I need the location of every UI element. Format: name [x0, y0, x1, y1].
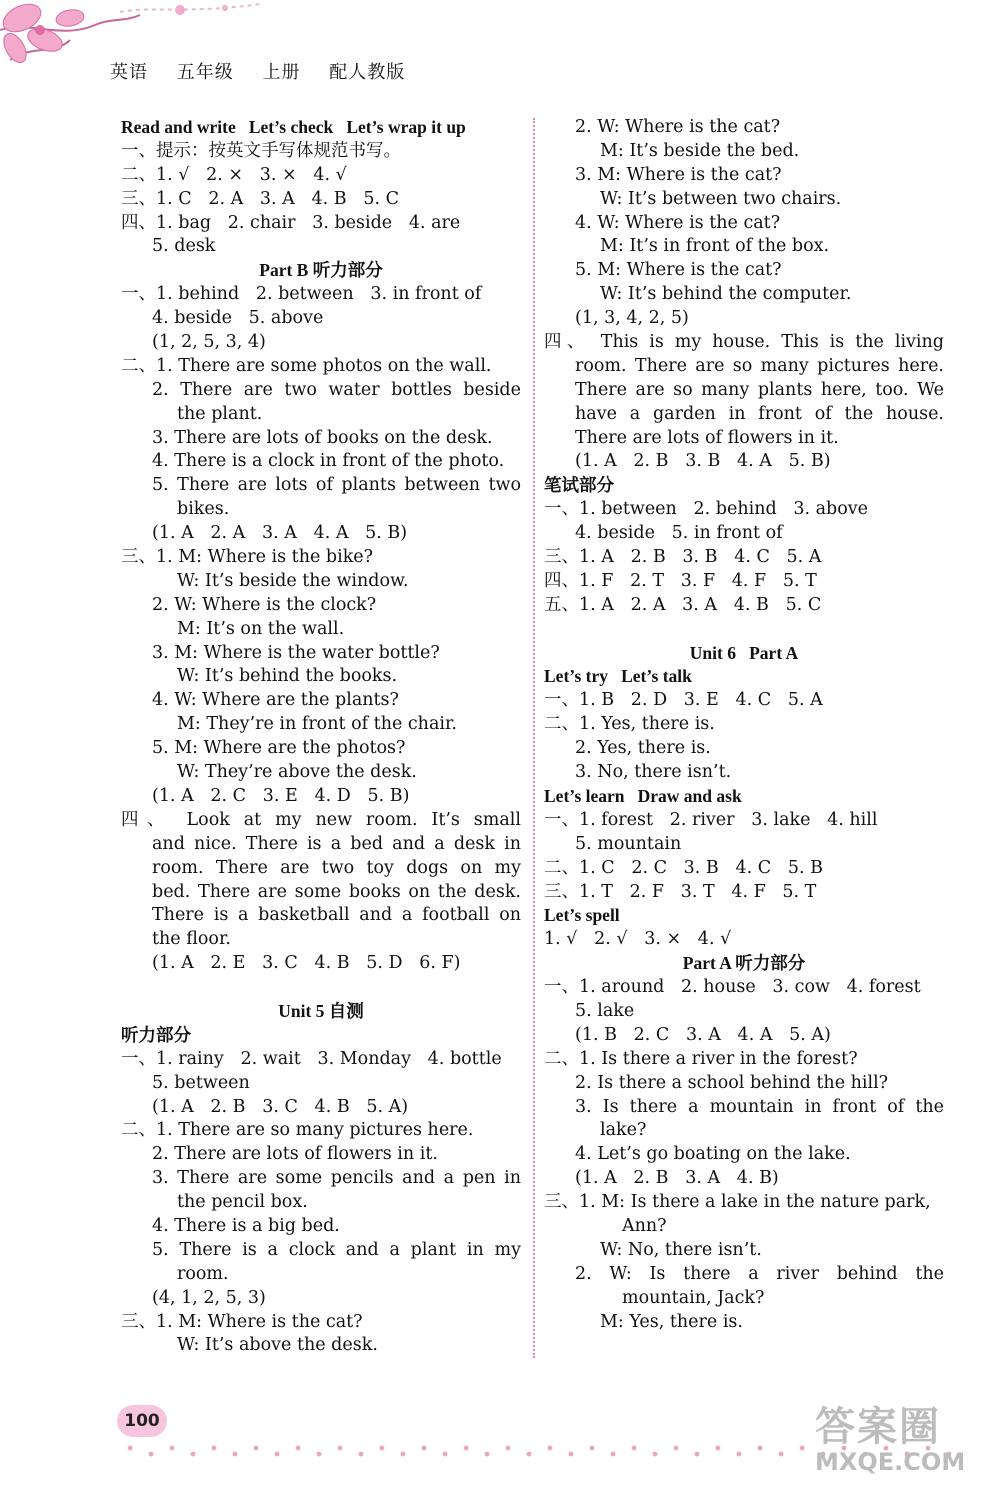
answer-line: 二、1. C 2. C 3. B 4. C 5. B	[544, 857, 823, 878]
answer-line: 二、1. There are so many pictures here.	[121, 1120, 474, 1141]
answer-line: the plant.	[177, 403, 263, 424]
answer-line: (1, 3, 4, 2, 5)	[575, 308, 689, 329]
section-heading: 笔试部分	[544, 475, 614, 496]
answer-line: 四、1. bag 2. chair 3. beside 4. are	[121, 212, 461, 233]
answer-line: (1. A 2. E 3. C 4. B 5. D 6. F)	[152, 953, 461, 974]
decor-dot	[212, 1446, 217, 1451]
answer-line: 一、1. rainy 2. wait 3. Monday 4. bottle	[121, 1048, 502, 1069]
section-heading: Let’s learn Draw and ask	[544, 785, 742, 806]
header-volume: 上册	[262, 62, 301, 83]
answer-line: 2. W: Is there a river behind the	[575, 1263, 944, 1284]
decor-dot	[149, 1452, 154, 1457]
decor-dot	[716, 1446, 721, 1451]
answer-line: 4. There is a big bed.	[152, 1215, 340, 1236]
section-heading: 听力部分	[121, 1024, 191, 1045]
answer-line: lake?	[600, 1120, 647, 1141]
watermark-url: MXQE.COM	[815, 1448, 966, 1476]
answer-line: room. There are two toy dogs on my	[152, 857, 521, 878]
answer-line: M: It’s on the wall.	[177, 618, 345, 639]
answer-line: 三、1. M: Where is the bike?	[121, 547, 374, 568]
answer-line: 5. M: Where is the cat?	[575, 260, 782, 281]
answer-line: 2. There are lots of flowers in it.	[152, 1144, 438, 1165]
answer-line: room. There are so many pictures here.	[575, 355, 944, 376]
answer-line: 一、提示：按英文手写体规范书写。	[121, 140, 401, 161]
section-heading: Let’s try Let’s talk	[544, 666, 692, 687]
answer-line: mountain, Jack?	[622, 1287, 765, 1308]
answer-line: (1. A 2. B 3. B 4. A 5. B)	[575, 451, 831, 472]
section-heading: Unit 5 自测	[278, 1000, 364, 1021]
section-heading: Part B 听力部分	[259, 260, 383, 281]
answer-line: 一、1. between 2. behind 3. above	[544, 499, 869, 520]
section-heading: Let’s spell	[544, 905, 620, 926]
answer-line: W: It’s behind the books.	[177, 666, 398, 687]
answer-line: have a garden in front of the house.	[575, 403, 944, 424]
answer-line: (1. A 2. C 3. E 4. D 5. B)	[152, 785, 410, 806]
decor-dot	[737, 1452, 742, 1457]
answer-line: 五、1. A 2. A 3. A 4. B 5. C	[544, 594, 822, 615]
answer-line: 5. mountain	[575, 833, 682, 854]
answer-line: 3. Is there a mountain in front of the	[575, 1096, 944, 1117]
decor-dot	[779, 1452, 784, 1457]
answer-line: 一、1. B 2. D 3. E 4. C 5. A	[544, 690, 823, 711]
decor-dot	[296, 1446, 301, 1451]
answer-line: (1, 2, 5, 3, 4)	[152, 332, 266, 353]
answer-line: W: It’s beside the window.	[177, 570, 409, 591]
answer-line: 二、1. √ 2. × 3. × 4. √	[121, 164, 347, 185]
decor-dot	[632, 1446, 637, 1451]
decor-dot	[170, 1446, 175, 1451]
left-column	[121, 116, 521, 1358]
answer-line: the floor.	[152, 929, 231, 950]
header-grade: 五年级	[176, 62, 234, 83]
answer-line: 5. between	[152, 1072, 250, 1093]
decor-dot	[233, 1452, 238, 1457]
header-subject: 英语	[110, 62, 148, 83]
spacer	[121, 976, 521, 1000]
answer-line: 3. There are some pencils and a pen in	[152, 1168, 521, 1189]
page-number: 100	[117, 1405, 167, 1437]
answer-line: W: It’s above the desk.	[177, 1335, 378, 1356]
decor-dot	[485, 1452, 490, 1457]
decor-dot	[380, 1446, 385, 1451]
answer-line: 三、1. T 2. F 3. T 4. F 5. T	[544, 881, 817, 902]
section-heading: Read and write Let’s check Let’s wrap it up	[121, 117, 466, 137]
decor-dot	[191, 1452, 196, 1457]
decor-dot	[548, 1446, 553, 1451]
decor-dot	[443, 1452, 448, 1457]
answer-line: W: It’s between two chairs.	[600, 188, 842, 209]
answer-line: and nice. There is a bed and a desk in	[152, 833, 521, 854]
right-column	[544, 116, 944, 1334]
answer-line: (1. A 2. A 3. A 4. A 5. B)	[152, 523, 408, 544]
answer-line: W: It’s behind the computer.	[600, 284, 852, 305]
answer-line: (1. A 2. B 3. C 4. B 5. A)	[152, 1096, 409, 1117]
answer-line: 5. M: Where are the photos?	[152, 738, 406, 759]
answer-line: the pencil box.	[177, 1192, 308, 1213]
answer-line: 3. M: Where is the water bottle?	[152, 642, 440, 663]
answer-line: 三、1. A 2. B 3. B 4. C 5. A	[544, 547, 822, 568]
answer-line: 3. There are lots of books on the desk.	[152, 427, 493, 448]
decor-dot	[317, 1452, 322, 1457]
decor-dot	[569, 1452, 574, 1457]
answer-line: 2. W: Where is the cat?	[575, 117, 781, 137]
decor-dot	[275, 1452, 280, 1457]
answer-line: 2. Yes, there is.	[575, 738, 711, 759]
answer-line: 一、1. forest 2. river 3. lake 4. hill	[544, 809, 878, 830]
answer-line: 三、1. C 2. A 3. A 4. B 5. C	[121, 188, 399, 209]
answer-line: 5. There is a clock and a plant in my	[152, 1239, 521, 1260]
answer-line: 5. There are lots of plants between two	[152, 475, 521, 496]
answer-line: 3. No, there isn’t.	[575, 762, 732, 783]
spacer	[544, 618, 944, 642]
answer-line: 三、1. M: Is there a lake in the nature park,	[544, 1192, 931, 1213]
answer-line: 5. lake	[575, 1000, 635, 1021]
answer-line: 4. beside 5. above	[152, 308, 324, 329]
answer-line: (1. B 2. C 3. A 4. A 5. A)	[575, 1024, 831, 1045]
answer-line: 4. beside 5. in front of	[575, 523, 783, 544]
section-heading: Part A 听力部分	[682, 953, 806, 974]
section-heading: Unit 6 Part A	[689, 642, 799, 663]
answer-line: 5. desk	[152, 236, 216, 257]
answer-line: 2. Is there a school behind the hill?	[575, 1072, 889, 1093]
decor-dot	[464, 1446, 469, 1451]
watermark-logo-text: 答案圈	[815, 1404, 941, 1450]
decor-dot	[338, 1446, 343, 1451]
answer-line: W: No, there isn’t.	[600, 1239, 762, 1260]
decor-dot	[128, 1446, 133, 1451]
answer-line: There are lots of flowers in it.	[575, 427, 839, 448]
answer-line: 四、1. F 2. T 3. F 4. F 5. T	[544, 570, 817, 591]
answer-line: M: Yes, there is.	[600, 1311, 743, 1332]
column-divider	[533, 118, 535, 1358]
answer-line: 二、1. Is there a river in the forest?	[544, 1048, 858, 1069]
answer-line: 二、1. There are some photos on the wall.	[121, 355, 492, 376]
answer-line: W: They’re above the desk.	[177, 762, 417, 783]
decor-dot	[422, 1446, 427, 1451]
decor-dot	[506, 1446, 511, 1451]
answer-line: 4. W: Where are the plants?	[152, 690, 399, 711]
header-edition: 配人教版	[329, 62, 406, 83]
answer-line: M: It’s beside the bed.	[600, 140, 800, 161]
answer-line: There are so many plants here, too. We	[575, 379, 944, 400]
decor-dot	[527, 1452, 532, 1457]
answer-line: 一、1. around 2. house 3. cow 4. forest	[544, 977, 921, 998]
decor-dot	[695, 1452, 700, 1457]
decor-dot	[401, 1452, 406, 1457]
page-header	[110, 58, 427, 84]
answer-line: room.	[177, 1263, 229, 1284]
answer-line: There is a basketball and a football on	[152, 905, 521, 926]
decor-dot	[359, 1452, 364, 1457]
answer-line: 三、1. M: Where is the cat?	[121, 1311, 363, 1332]
decor-dot	[254, 1446, 259, 1451]
answer-line: 4. There is a clock in front of the photo.	[152, 451, 505, 472]
answer-line: 2. W: Where is the clock?	[152, 594, 377, 615]
decor-dot	[611, 1452, 616, 1457]
answer-line: 4. W: Where is the cat?	[575, 212, 781, 233]
answer-line: 四、 Look at my new room. It’s small	[121, 809, 521, 830]
answer-line: 四、 This is my house. This is the living	[544, 332, 944, 353]
answer-line: 2. There are two water bottles beside	[152, 379, 521, 400]
decor-dot	[758, 1446, 763, 1451]
decor-dot	[800, 1446, 805, 1451]
answer-line: M: It’s in front of the box.	[600, 236, 830, 257]
answer-line: 4. Let’s go boating on the lake.	[575, 1144, 851, 1165]
watermark	[815, 1395, 990, 1490]
answer-line: 3. M: Where is the cat?	[575, 164, 782, 185]
decor-dot	[590, 1446, 595, 1451]
answer-line: (1. A 2. B 3. A 4. B)	[575, 1168, 779, 1189]
decor-dot	[653, 1452, 658, 1457]
answer-line: bikes.	[177, 499, 230, 520]
answer-line: 二、1. Yes, there is.	[544, 714, 715, 735]
answer-line: bed. There are some books on the desk.	[152, 881, 521, 902]
answer-line: Ann?	[622, 1215, 667, 1236]
answer-line: (4, 1, 2, 5, 3)	[152, 1287, 266, 1308]
answer-line: 一、1. behind 2. between 3. in front of	[121, 284, 482, 305]
decor-dot	[674, 1446, 679, 1451]
answer-line: M: They’re in front of the chair.	[177, 714, 457, 735]
answer-line: 1. √ 2. √ 3. × 4. √	[544, 929, 732, 950]
